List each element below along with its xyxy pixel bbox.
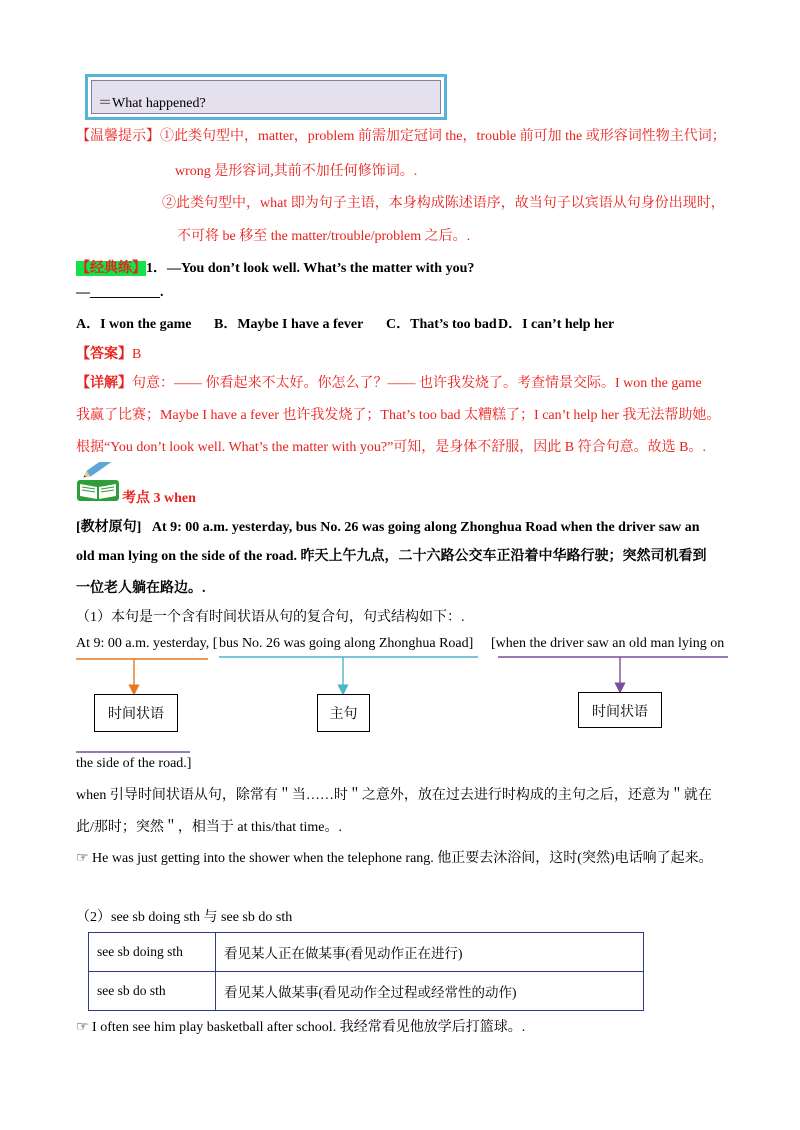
label-box-adverbial-1 bbox=[94, 694, 178, 732]
segment-end: the side of the road.] bbox=[76, 756, 192, 771]
part1-title: （1）本句是一个含有时间状语从句的复合句，句式结构如下：. bbox=[76, 610, 465, 625]
label-box-adverbial-2 bbox=[578, 692, 662, 728]
explain-line-3: 根据“You don’t look well. What’s the matter with you?”可知，是身体不舒服，因此 B 符合句意。故选 B。. bbox=[76, 440, 706, 455]
segment-main-clause: bus No. 26 was going along Zhonghua Road] bbox=[219, 636, 474, 651]
top-box-text: ＝What happened? bbox=[98, 96, 206, 111]
segment-when-clause: [when the driver saw an old man lying on bbox=[491, 636, 725, 651]
source-line-3: 一位老人躺在路边。. bbox=[76, 581, 206, 596]
label-adverbial-1: 时间状语 bbox=[108, 706, 164, 722]
section-heading: 考点 3 when bbox=[122, 491, 196, 506]
answer-label: 【答案】 bbox=[76, 347, 132, 362]
source-label: [教材原句] bbox=[76, 520, 142, 535]
example-2: ☞ I often see him play basketball after school. 我经常看见他放学后打篮球。. bbox=[76, 1020, 526, 1035]
explain-text-1: 句意：—— 你看起来不太好。你怎么了？—— 也许我发烧了。考查情景交际。I won the game bbox=[132, 376, 702, 391]
exercise-question: 1．—You don’t look well. What’s the matter with you? bbox=[146, 261, 475, 276]
comparison-table bbox=[88, 932, 644, 1011]
exercise-blank: —__________. bbox=[76, 285, 164, 300]
option-c: C．That’s too bad bbox=[386, 317, 497, 332]
label-box-main-clause bbox=[317, 694, 370, 732]
table-cell-meaning: 看见某人正在做某事(看见动作正在进行) bbox=[216, 933, 644, 972]
part2-title: （2）see sb doing sth 与 see sb do sth bbox=[76, 910, 293, 925]
table-cell-phrase: see sb do sth bbox=[89, 972, 216, 1011]
segment-adverbial-1: At 9: 00 a.m. yesterday, [ bbox=[76, 636, 218, 651]
option-a: A．I won the game bbox=[76, 317, 192, 332]
label-main-clause: 主句 bbox=[329, 706, 358, 722]
answer-value: B bbox=[132, 347, 142, 362]
when-line-2: 此/那时；突然＂，相当于 at this/that time。. bbox=[76, 820, 342, 835]
table-row bbox=[89, 972, 644, 1011]
exercise-label: 【经典练】 bbox=[76, 261, 146, 276]
table-cell-phrase: see sb doing sth bbox=[89, 933, 216, 972]
explain-label: 【详解】 bbox=[76, 376, 132, 391]
option-b: B．Maybe I have a fever bbox=[214, 317, 364, 332]
tip-line-2: wrong 是形容词,其前不加任何修饰词。. bbox=[175, 164, 418, 179]
tip-line-3: ②此类句型中，what 即为句子主语，本身构成陈述语序，故当句子以宾语从句身份出现时， bbox=[162, 196, 725, 211]
table-row bbox=[89, 933, 644, 972]
source-line-2: old man lying on the side of the road. 昨天上午九点，二十六路公交车正沿着中华路行驶；突然司机看到 bbox=[76, 549, 707, 564]
example-1: ☞ He was just getting into the shower when the telephone rang. 他正要去沐浴间，这时(突然)电话响了起来。 bbox=[76, 851, 713, 866]
source-text-1: At 9: 00 a.m. yesterday, bus No. 26 was going along Zhonghua Road when the driver saw an bbox=[151, 520, 700, 535]
label-adverbial-2: 时间状语 bbox=[592, 704, 648, 720]
tip-label: 【温馨提示】 bbox=[76, 129, 160, 144]
option-d: D．I can’t help her bbox=[498, 317, 615, 332]
tip-line-4: 不可将 be 移至 the matter/trouble/problem 之后。. bbox=[177, 229, 471, 244]
tip-text-1: ①此类句型中，matter，problem 前需加定冠词 the，trouble 前可加 the 或形容词性物主代词； bbox=[160, 129, 726, 144]
table-cell-meaning: 看见某人做某事(看见动作全过程或经常性的动作) bbox=[216, 972, 644, 1011]
when-line-1: when 引导时间状语从句，除常有＂当……时＂之意外，放在过去进行时构成的主句之后，还意为＂就在 bbox=[76, 788, 712, 803]
explain-line-2: 我赢了比赛；Maybe I have a fever 也许我发烧了；That’s too bad 太糟糕了；I can’t help her 我无法帮助她。 bbox=[76, 408, 721, 423]
